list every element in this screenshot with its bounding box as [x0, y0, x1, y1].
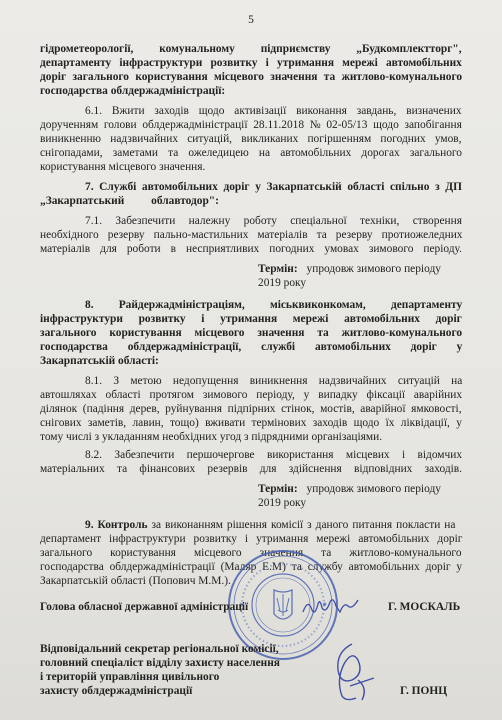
p9-line-1-rest: за виконанням рішення комісії з даного питання покласти на — [147, 519, 456, 531]
p71-line-1: 7.1. Забезпечити належну роботу спеціальної техніки, створення — [85, 215, 462, 227]
p0-line-2: департаменту інфраструктури розвитку і утримання мережі автомобільних — [40, 57, 462, 69]
p8-line-2: інфраструктури розвитку і утримання мережі автомобільних доріг — [40, 313, 462, 325]
term1 — [258, 262, 441, 276]
signature2-title-line-2: головний спеціаліст відділу захисту населення — [40, 657, 280, 669]
p61-line-1: 6.1. Вжити заходів щодо активізації виконання завдань, визначених — [85, 105, 462, 117]
p81-line-1: 8.1. З метою недопущення виникнення надзвичайних ситуацій на — [85, 375, 463, 387]
p81-line-2: автошляхах області протягом зимового періоду, у випадку фіксації аварійних — [40, 389, 463, 401]
p9-line-4: господарства облдержадміністрації (Маляр Е.М) та службу автомобільних доріг у — [40, 561, 463, 573]
p0-line-3: доріг загального користування місцевого значення та житлово-комунального — [40, 71, 463, 83]
signature-ponts — [322, 640, 382, 706]
p71-line-2: необхідного резерву пально-мастильних матеріалів та резерву протиожеледних — [40, 229, 463, 241]
p61-line-2: дорученням голови облдержадміністрації 28.11.2018 № 02-05/13 щодо запобігання — [40, 119, 462, 131]
signature1-title: Голова обласної державної адміністрації — [40, 601, 249, 613]
p81-line-3: ділянок (падіння дерев, руйнування підпірних стінок, мостів, аварійної ямковості, — [40, 403, 462, 415]
p9-line-2: департамент інфраструктури розвитку і утримання мережі автомобільних доріг — [40, 533, 463, 545]
term1-text: упродовж зимового періоду — [306, 263, 441, 275]
term2 — [258, 482, 441, 496]
p0-line-4: господарства облдержадміністрації: — [40, 85, 226, 97]
p8-line-1: 8. Райдержадміністраціям, міськвиконкомам, департаменту — [85, 299, 463, 311]
p71-line-3: матеріалів для роботи в несприятливих погодних умовах зимового періоду. — [40, 243, 462, 255]
p8-line-4: господарства облдержадміністрації, службі автомобільних доріг у — [40, 341, 463, 353]
term2-year: 2019 року — [258, 497, 307, 509]
p61-line-4: снігопадами, заметами та ожеледицею на автомобільних дорогах загального — [40, 147, 462, 159]
term1-year: 2019 року — [258, 277, 307, 289]
p61-line-3: виникненню надзвичайних ситуацій, викликаних погіршенням погодних умов, — [40, 133, 462, 145]
p9-line-1 — [85, 518, 455, 532]
signature2-title-line-4: захисту облдержадміністрації — [40, 685, 193, 697]
p81-line-5: тому числі з укладанням необхідних угод з підрядними організаціями. — [40, 431, 383, 443]
p9-line-5: Закарпатській області (Попович М.М.). — [40, 575, 231, 587]
p8-line-3: загального користування місцевого значення та житлово-комунального — [40, 327, 463, 339]
signature2-title-line-1: Відповідальний секретар регіональної комісії, — [40, 643, 279, 655]
p0-line-1: гідрометеорології, комунальному підприємству „Будкомплектторг", — [40, 43, 462, 55]
p8-line-5: Закарпатській області: — [40, 355, 159, 367]
p82-line-2: матеріальних та фінансових резервів для здійснення відповідних заходів. — [40, 463, 463, 475]
p7-line-2: „Закарпатський облавтодор": — [40, 195, 219, 207]
p61-line-5: користування місцевого значення. — [40, 161, 206, 173]
p81-line-4: снігових заметів, лавин, тощо) вживати термінових заходів щодо їх ліквідації, у — [40, 417, 462, 429]
p9-bold: 9. Контроль — [85, 519, 148, 531]
p82-line-1: 8.2. Забезпечити першочергове використання місцевих і відомчих — [85, 449, 463, 461]
page-number: 5 — [248, 14, 254, 26]
signature2-title-line-3: і територій управління цивільного — [40, 671, 220, 683]
p9-line-3: загального користування місцевого значення та житлово-комунального — [40, 547, 462, 559]
term1-label: Термін: — [258, 263, 298, 275]
p7-line-1: 7. Службі автомобільних доріг у Закарпатській області спільно з ДП — [85, 181, 462, 193]
signature-moskal — [300, 592, 362, 618]
signature1-name: Г. МОСКАЛЬ — [388, 601, 461, 613]
term2-label: Термін: — [258, 483, 298, 495]
signature2-name: Г. ПОНЦ — [400, 685, 448, 697]
term2-text: упродовж зимового періоду — [306, 483, 441, 495]
